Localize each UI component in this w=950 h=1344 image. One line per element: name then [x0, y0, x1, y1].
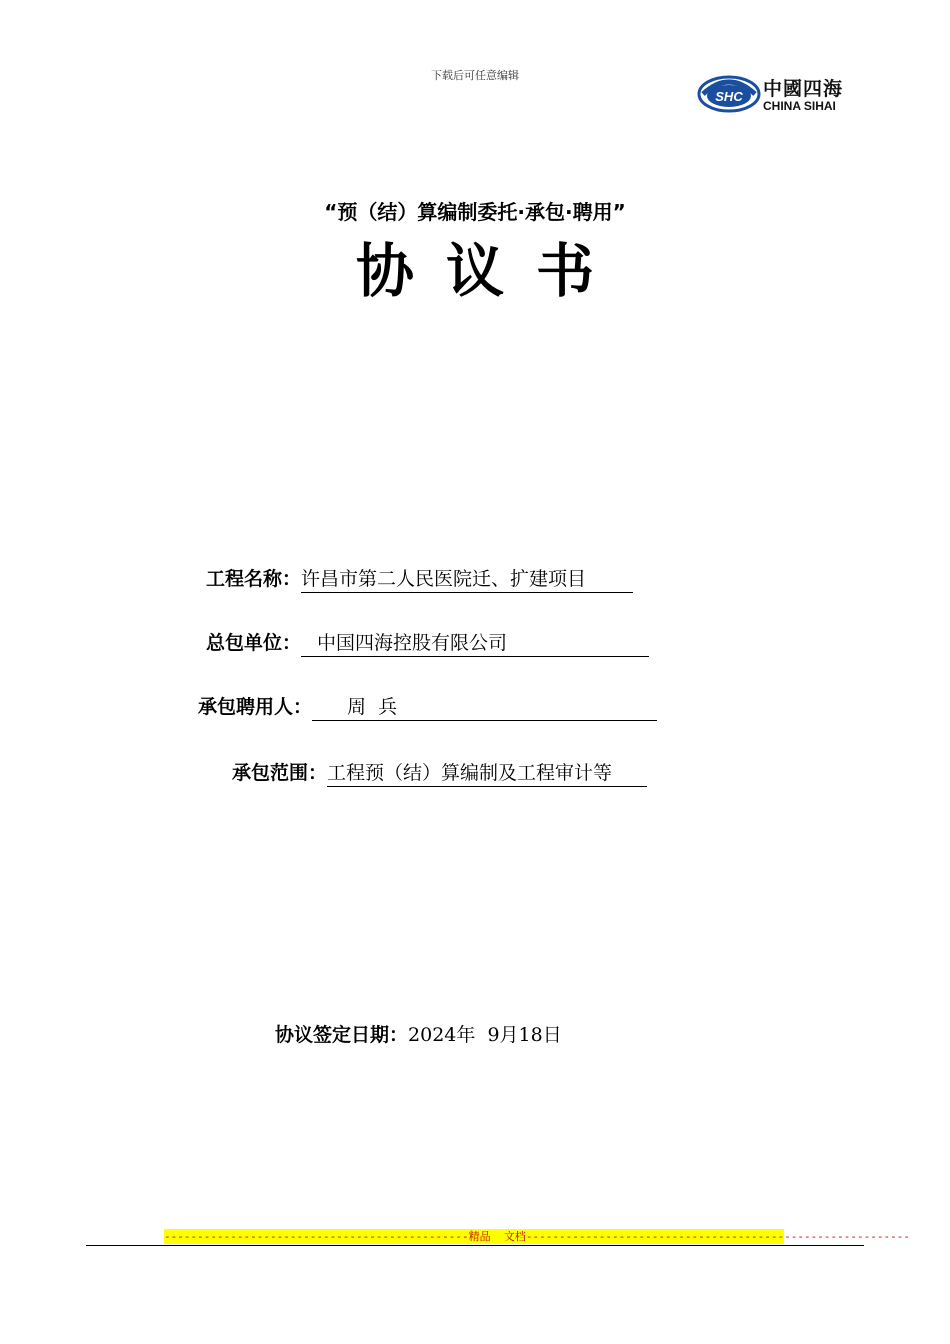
- signing-date-value: 2024年 9月18日: [408, 1024, 562, 1046]
- logo-name-en: CHINA SIHAI: [763, 99, 836, 113]
- project-name-label: 工程名称：: [206, 568, 302, 590]
- footer-rule: [86, 1245, 864, 1246]
- footer-text: 精品 文档: [468, 1230, 526, 1243]
- project-name-value: 许昌市第二人民医院迁、扩建项目: [301, 564, 633, 593]
- scope-label: 承包范围：: [232, 762, 328, 784]
- project-name-field: [206, 564, 633, 593]
- document-title: 协议书: [355, 237, 626, 305]
- document-subtitle: “预（结）算编制委托·承包·聘用”: [324, 200, 626, 224]
- footer-banner: [164, 1229, 910, 1244]
- scope-field: [232, 758, 647, 787]
- footer-dashes-left: ----------------------------------------------: [164, 1230, 469, 1243]
- shc-logo-icon: [697, 74, 761, 114]
- hired-person-field: [198, 692, 657, 721]
- hired-person-value: 周 兵: [312, 692, 657, 721]
- company-logo: [697, 74, 857, 118]
- contractor-field: [206, 628, 649, 657]
- top-note: 下载后可任意编辑: [431, 69, 519, 82]
- footer-dashes-right: ----------------------------------------------------------: [525, 1230, 910, 1243]
- contractor-label: 总包单位：: [206, 632, 302, 654]
- contractor-value: 中国四海控股有限公司: [301, 628, 649, 657]
- signing-date-label: 协议签定日期：: [275, 1024, 409, 1046]
- logo-mark-text: SHC: [715, 89, 743, 104]
- scope-value: 工程预（结）算编制及工程审计等: [327, 758, 647, 787]
- logo-name-cn: 中國四海: [763, 78, 844, 100]
- signing-date: [275, 1020, 562, 1047]
- hired-person-label: 承包聘用人：: [198, 696, 313, 718]
